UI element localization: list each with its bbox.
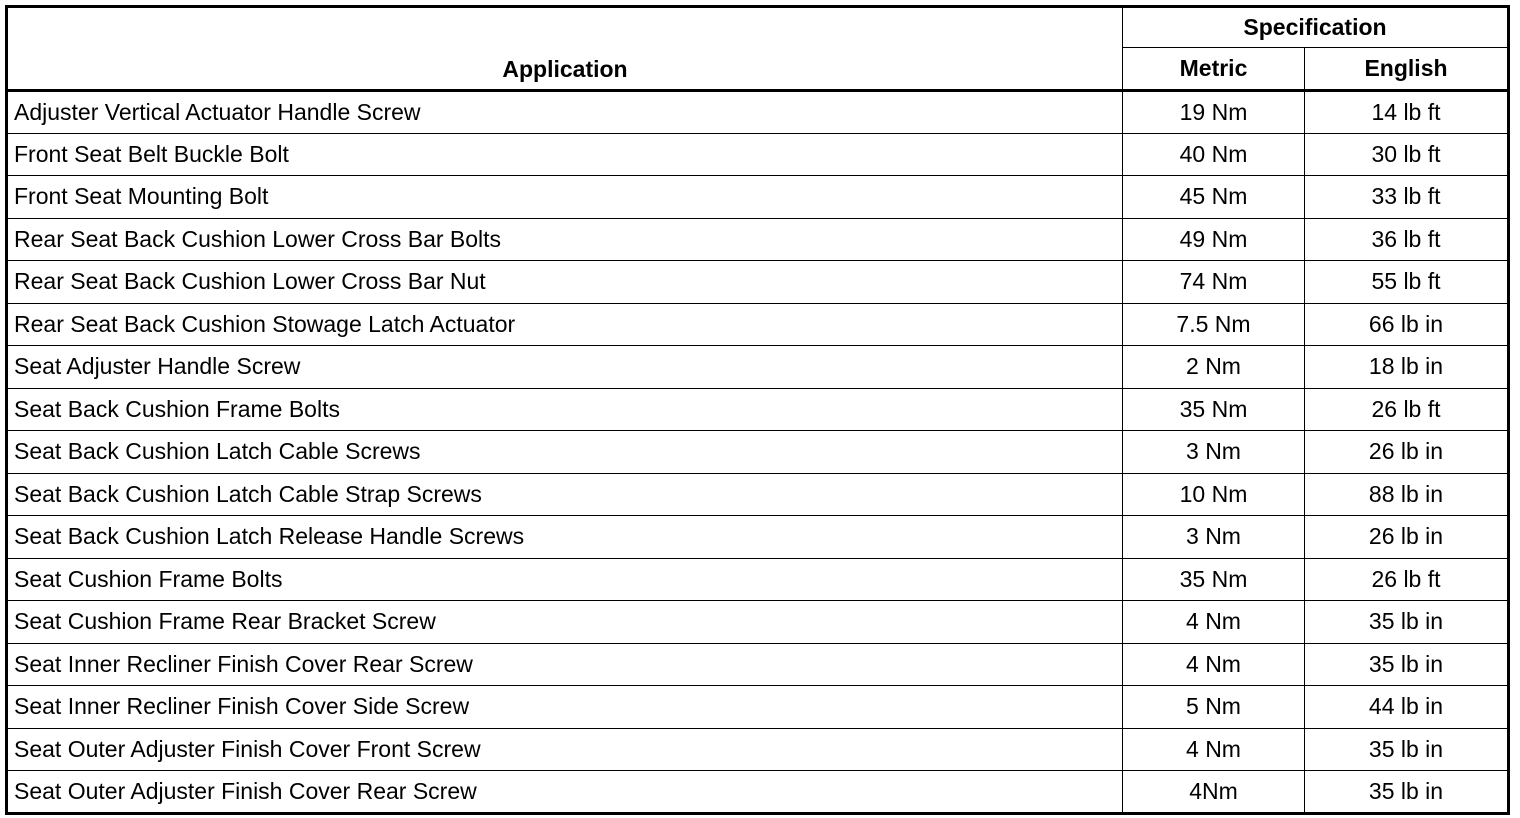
application-cell: Rear Seat Back Cushion Lower Cross Bar Bolts bbox=[7, 218, 1123, 261]
application-cell: Rear Seat Back Cushion Lower Cross Bar Nut bbox=[7, 261, 1123, 304]
table-row bbox=[7, 431, 1509, 474]
metric-cell: 7.5 Nm bbox=[1123, 303, 1305, 346]
table-row bbox=[7, 133, 1509, 176]
metric-cell: 2 Nm bbox=[1123, 346, 1305, 389]
table-row bbox=[7, 643, 1509, 686]
english-cell: 26 lb in bbox=[1305, 431, 1509, 474]
metric-cell: 45 Nm bbox=[1123, 176, 1305, 219]
application-cell: Seat Outer Adjuster Finish Cover Rear Screw bbox=[7, 771, 1123, 814]
table-row bbox=[7, 686, 1509, 729]
english-cell: 30 lb ft bbox=[1305, 133, 1509, 176]
table-row bbox=[7, 388, 1509, 431]
application-cell: Seat Cushion Frame Rear Bracket Screw bbox=[7, 601, 1123, 644]
application-cell: Seat Back Cushion Latch Release Handle Screws bbox=[7, 516, 1123, 559]
english-cell: 26 lb ft bbox=[1305, 558, 1509, 601]
english-cell: 26 lb in bbox=[1305, 516, 1509, 559]
english-cell: 18 lb in bbox=[1305, 346, 1509, 389]
english-cell: 36 lb ft bbox=[1305, 218, 1509, 261]
english-cell: 55 lb ft bbox=[1305, 261, 1509, 304]
table-row bbox=[7, 303, 1509, 346]
application-cell: Seat Back Cushion Frame Bolts bbox=[7, 388, 1123, 431]
metric-cell: 49 Nm bbox=[1123, 218, 1305, 261]
table-row bbox=[7, 218, 1509, 261]
fastener-spec-table bbox=[5, 5, 1510, 815]
metric-cell: 5 Nm bbox=[1123, 686, 1305, 729]
english-cell: 66 lb in bbox=[1305, 303, 1509, 346]
metric-cell: 10 Nm bbox=[1123, 473, 1305, 516]
application-cell: Seat Back Cushion Latch Cable Screws bbox=[7, 431, 1123, 474]
metric-cell: 4 Nm bbox=[1123, 643, 1305, 686]
metric-cell: 35 Nm bbox=[1123, 388, 1305, 431]
application-cell: Seat Inner Recliner Finish Cover Side Screw bbox=[7, 686, 1123, 729]
english-cell: 35 lb in bbox=[1305, 643, 1509, 686]
english-cell: 35 lb in bbox=[1305, 601, 1509, 644]
table-row bbox=[7, 176, 1509, 219]
application-header: Application bbox=[7, 7, 1123, 91]
header-row-top bbox=[7, 7, 1509, 48]
metric-cell: 74 Nm bbox=[1123, 261, 1305, 304]
application-cell: Seat Inner Recliner Finish Cover Rear Screw bbox=[7, 643, 1123, 686]
english-cell: 35 lb in bbox=[1305, 728, 1509, 771]
application-cell: Adjuster Vertical Actuator Handle Screw bbox=[7, 91, 1123, 134]
metric-header: Metric bbox=[1123, 48, 1305, 91]
table-row bbox=[7, 91, 1509, 134]
table-row bbox=[7, 261, 1509, 304]
table-header bbox=[7, 7, 1509, 91]
table-row bbox=[7, 473, 1509, 516]
english-cell: 44 lb in bbox=[1305, 686, 1509, 729]
table-row bbox=[7, 558, 1509, 601]
table-row bbox=[7, 728, 1509, 771]
metric-cell: 4 Nm bbox=[1123, 601, 1305, 644]
metric-cell: 4 Nm bbox=[1123, 728, 1305, 771]
english-cell: 35 lb in bbox=[1305, 771, 1509, 814]
application-cell: Seat Cushion Frame Bolts bbox=[7, 558, 1123, 601]
table-row bbox=[7, 771, 1509, 814]
application-cell: Rear Seat Back Cushion Stowage Latch Actuator bbox=[7, 303, 1123, 346]
metric-cell: 3 Nm bbox=[1123, 431, 1305, 474]
metric-cell: 35 Nm bbox=[1123, 558, 1305, 601]
metric-cell: 40 Nm bbox=[1123, 133, 1305, 176]
application-cell: Seat Back Cushion Latch Cable Strap Screws bbox=[7, 473, 1123, 516]
english-cell: 33 lb ft bbox=[1305, 176, 1509, 219]
english-header: English bbox=[1305, 48, 1509, 91]
specification-header: Specification bbox=[1123, 7, 1509, 48]
english-cell: 88 lb in bbox=[1305, 473, 1509, 516]
table-body bbox=[7, 91, 1509, 814]
metric-cell: 3 Nm bbox=[1123, 516, 1305, 559]
english-cell: 26 lb ft bbox=[1305, 388, 1509, 431]
metric-cell: 19 Nm bbox=[1123, 91, 1305, 134]
english-cell: 14 lb ft bbox=[1305, 91, 1509, 134]
table-row bbox=[7, 516, 1509, 559]
table-row bbox=[7, 346, 1509, 389]
application-cell: Seat Outer Adjuster Finish Cover Front Screw bbox=[7, 728, 1123, 771]
application-cell: Seat Adjuster Handle Screw bbox=[7, 346, 1123, 389]
table-row bbox=[7, 601, 1509, 644]
application-cell: Front Seat Belt Buckle Bolt bbox=[7, 133, 1123, 176]
metric-cell: 4Nm bbox=[1123, 771, 1305, 814]
application-cell: Front Seat Mounting Bolt bbox=[7, 176, 1123, 219]
